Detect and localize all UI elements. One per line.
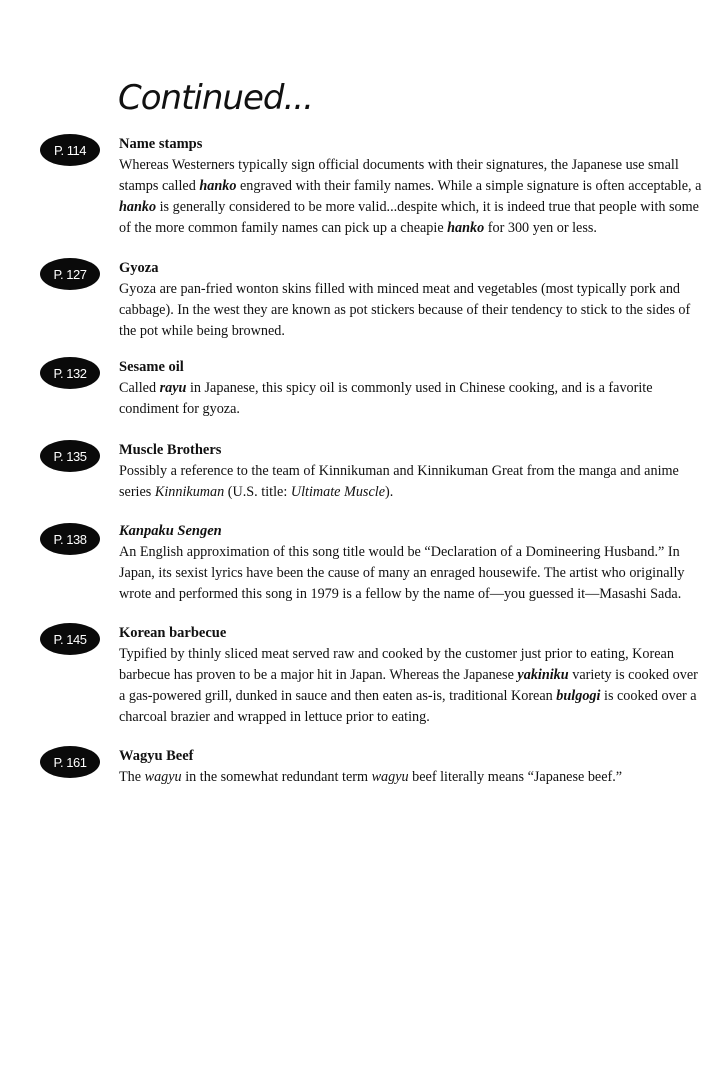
page-badge: P. 138 xyxy=(40,523,100,555)
body-text: ). xyxy=(385,484,394,500)
note-content xyxy=(119,440,704,503)
emphasized-term: bulgogi xyxy=(556,688,601,704)
italic-term: Ultimate Muscle xyxy=(290,484,385,500)
page-badge: P. 127 xyxy=(40,258,100,290)
note-body xyxy=(119,378,704,420)
page-badge: P. 132 xyxy=(40,357,100,389)
emphasized-term: hanko xyxy=(199,178,237,194)
body-text: (U.S. title: xyxy=(224,484,291,500)
note-body xyxy=(119,155,704,239)
note-title: Gyoza xyxy=(119,260,159,276)
note-body xyxy=(119,644,704,728)
page-heading: Continued... xyxy=(118,78,313,118)
body-text: is generally considered to be more valid...despite which, it is indeed true that people with some of the more common family names can pick up a cheapie xyxy=(119,199,699,236)
body-text: An English approximation of this song title would be “Declaration of a Domineering Husband.” In Japan, its sexist lyrics have been the cause of many an enraged housewife. The artist who originally wrote and performed this song in 1979 is a fellow by the name of—you guessed it—Masashi Sada. xyxy=(119,544,685,602)
body-text: Whereas Westerners typically sign official documents with their signatures, the Japanese use small stamps called xyxy=(119,157,679,194)
emphasized-term: hanko xyxy=(447,220,485,236)
note-title: Korean barbecue xyxy=(119,625,227,641)
body-text: The xyxy=(119,769,145,785)
note-body xyxy=(119,461,704,503)
note-content xyxy=(119,258,704,342)
body-text: variety is cooked over a gas-powered grill, dunked in sauce and then eaten as-is, traditional Korean xyxy=(119,667,698,704)
note-content xyxy=(119,623,704,728)
italic-term: wagyu xyxy=(371,769,409,785)
body-text: Gyoza are pan-fried wonton skins filled with minced meat and vegetables (most typically pork and cabbage). In the west they are known as pot stickers because of their tendency to stick to the sides of the pot while being browned. xyxy=(119,281,691,339)
body-text: for 300 yen or less. xyxy=(484,220,597,236)
note-title: Muscle Brothers xyxy=(119,442,222,458)
body-text: in the somewhat redundant term xyxy=(181,769,372,785)
note-content xyxy=(119,746,704,788)
note-title: Sesame oil xyxy=(119,359,184,375)
note-body xyxy=(119,767,704,788)
page-badge: P. 145 xyxy=(40,623,100,655)
note-body xyxy=(119,542,704,605)
note-content xyxy=(119,134,704,239)
page-badge: P. 135 xyxy=(40,440,100,472)
body-text: Possibly a reference to the team of Kinnikuman and Kinnikuman Great from the manga and anime series xyxy=(119,463,679,500)
emphasized-term: hanko xyxy=(119,199,157,215)
emphasized-term: rayu xyxy=(159,380,187,396)
body-text: Called xyxy=(119,380,160,396)
emphasized-term: yakiniku xyxy=(517,667,569,683)
italic-term: Kinnikuman xyxy=(154,484,225,500)
body-text: in Japanese, this spicy oil is commonly used in Chinese cooking, and is a favorite condiment for gyoza. xyxy=(119,380,653,417)
note-body xyxy=(119,279,704,342)
note-content xyxy=(119,521,704,605)
note-title: Wagyu Beef xyxy=(119,748,194,764)
note-content xyxy=(119,357,704,420)
body-text: beef literally means “Japanese beef.” xyxy=(408,769,623,785)
note-title: Kanpaku Sengen xyxy=(119,523,222,539)
note-title: Name stamps xyxy=(119,136,203,152)
body-text: Typified by thinly sliced meat served raw and cooked by the customer just prior to eating, Korean barbecue has proven to be a major hit in Japan. Whereas the Japanese xyxy=(119,646,674,683)
italic-term: wagyu xyxy=(144,769,182,785)
body-text: is cooked over a charcoal brazier and wrapped in lettuce prior to eating. xyxy=(119,688,697,725)
page-badge: P. 161 xyxy=(40,746,100,778)
page-badge: P. 114 xyxy=(40,134,100,166)
body-text: engraved with their family names. While a simple signature is often acceptable, a xyxy=(236,178,702,194)
